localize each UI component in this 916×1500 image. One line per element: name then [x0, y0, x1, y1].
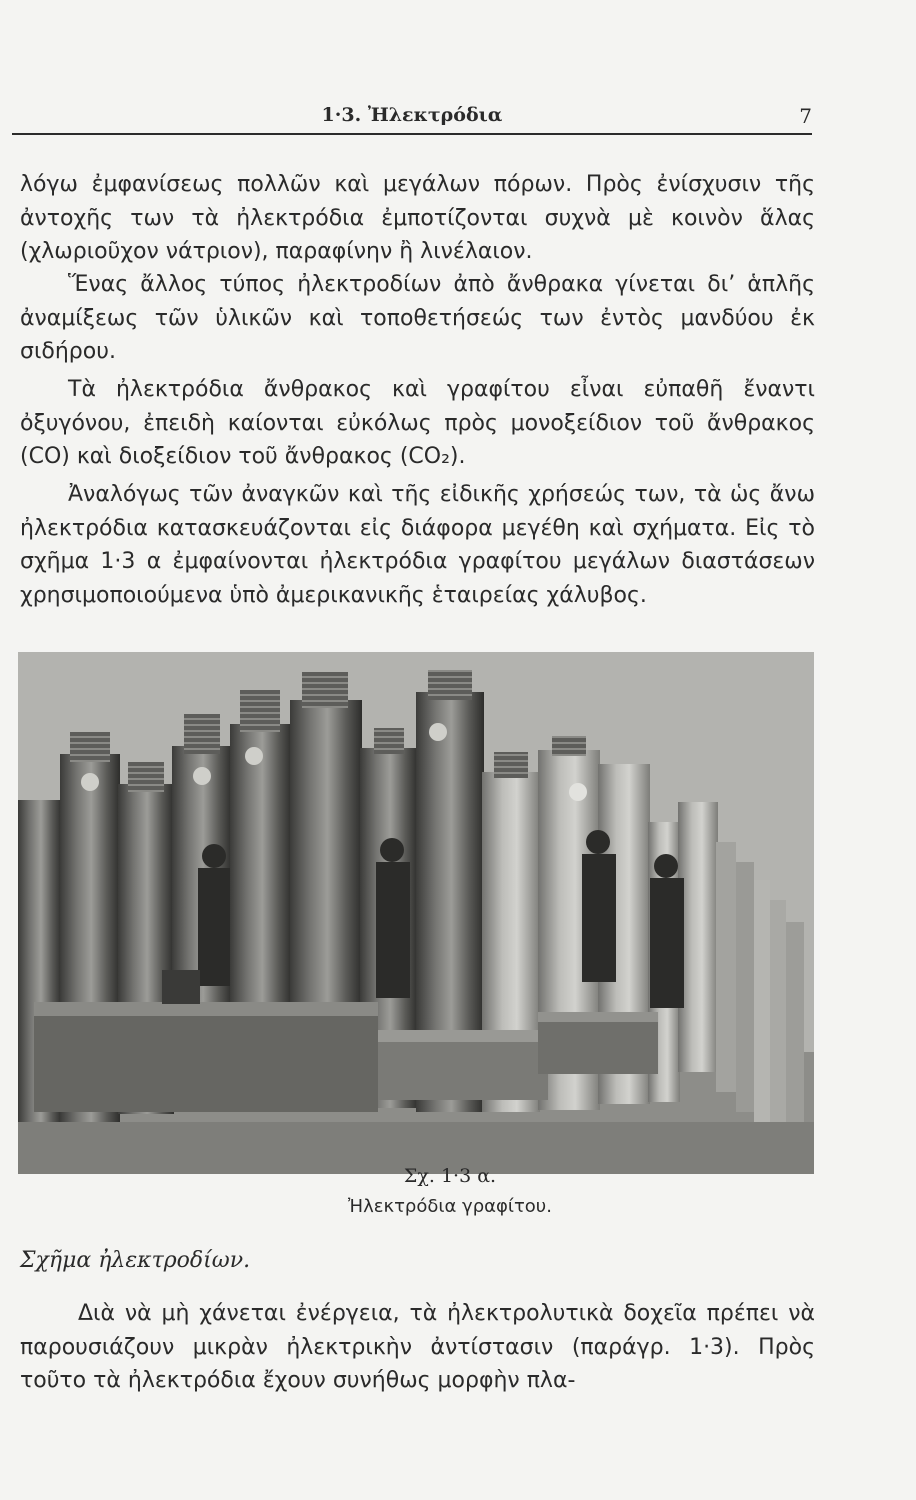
paragraph: Τὰ ἠλεκτρόδια ἄνθρακος καὶ γραφίτου εἶναι εὐπαθῆ ἔναντι ὀξυγόνου, ἐπειδὴ καίονται εὐκόλως πρὸς μονοξείδιον τοῦ ἄνθρακος (CO) καὶ διοξείδιον τοῦ ἄνθρακος (CO₂). [20, 377, 815, 470]
paragraph: Ἀναλόγως τῶν ἀναγκῶν καὶ τῆς εἰδικῆς χρήσεώς των, τὰ ὡς ἄνω ἠλεκτρόδια κατασκευάζονται εἰς διάφορα μεγέθη καὶ σχήματα. Εἰς τὸ σχῆμα 1·3 α ἐμφαίνονται ἠλεκτρόδια γραφίτου μεγάλων διαστάσεων χρησιμοποιούμενα ὑπὸ ἀμερικανικῆς ἑταιρείας χάλυβος. [20, 482, 815, 608]
electrodes-photo [18, 652, 814, 1174]
page-number: 7 [799, 104, 812, 128]
section-heading: Σχῆμα ἠλεκτροδίων. [20, 1248, 251, 1273]
photo-illustration [18, 652, 814, 1174]
figure-caption: Ἠλεκτρόδια γραφίτου. [348, 1196, 552, 1217]
paragraph: Ἕνας ἄλλος τύπος ἠλεκτροδίων ἀπὸ ἄνθρακα γίνεται δι’ ἁπλῆς ἀναμίξεως τῶν ὑλικῶν καὶ τοποθετήσεώς των ἐντὸς μανδύου ἐκ σιδήρου. [20, 272, 815, 365]
paragraph: λόγω ἐμφανίσεως πολλῶν καὶ μεγάλων πόρων. Πρὸς ἐνίσχυσιν τῆς ἀντοχῆς των τὰ ἠλεκτρόδια ἐμποτίζονται συχνὰ μὲ κοινὸν ἅλας (χλωριοῦχον νάτριον), παραφίνην ἢ λινέλαιον. [20, 172, 815, 265]
paragraph: Διὰ νὰ μὴ χάνεται ἐνέργεια, τὰ ἠλεκτρολυτικὰ δοχεῖα πρέπει νὰ παρουσιάζουν μικρὰν ἠλεκτρικὴν ἀντίστασιν (παράγρ. 1·3). Πρὸς τοῦτο τὰ ἠλεκτρόδια ἔχουν συνήθως μορφὴν πλα- [20, 1301, 815, 1394]
section-title: 1·3. Ἠλεκτρόδια [321, 104, 503, 126]
running-header [12, 104, 812, 134]
figure-label: Σχ. 1·3 α. [403, 1165, 497, 1187]
header-rule [12, 133, 812, 135]
